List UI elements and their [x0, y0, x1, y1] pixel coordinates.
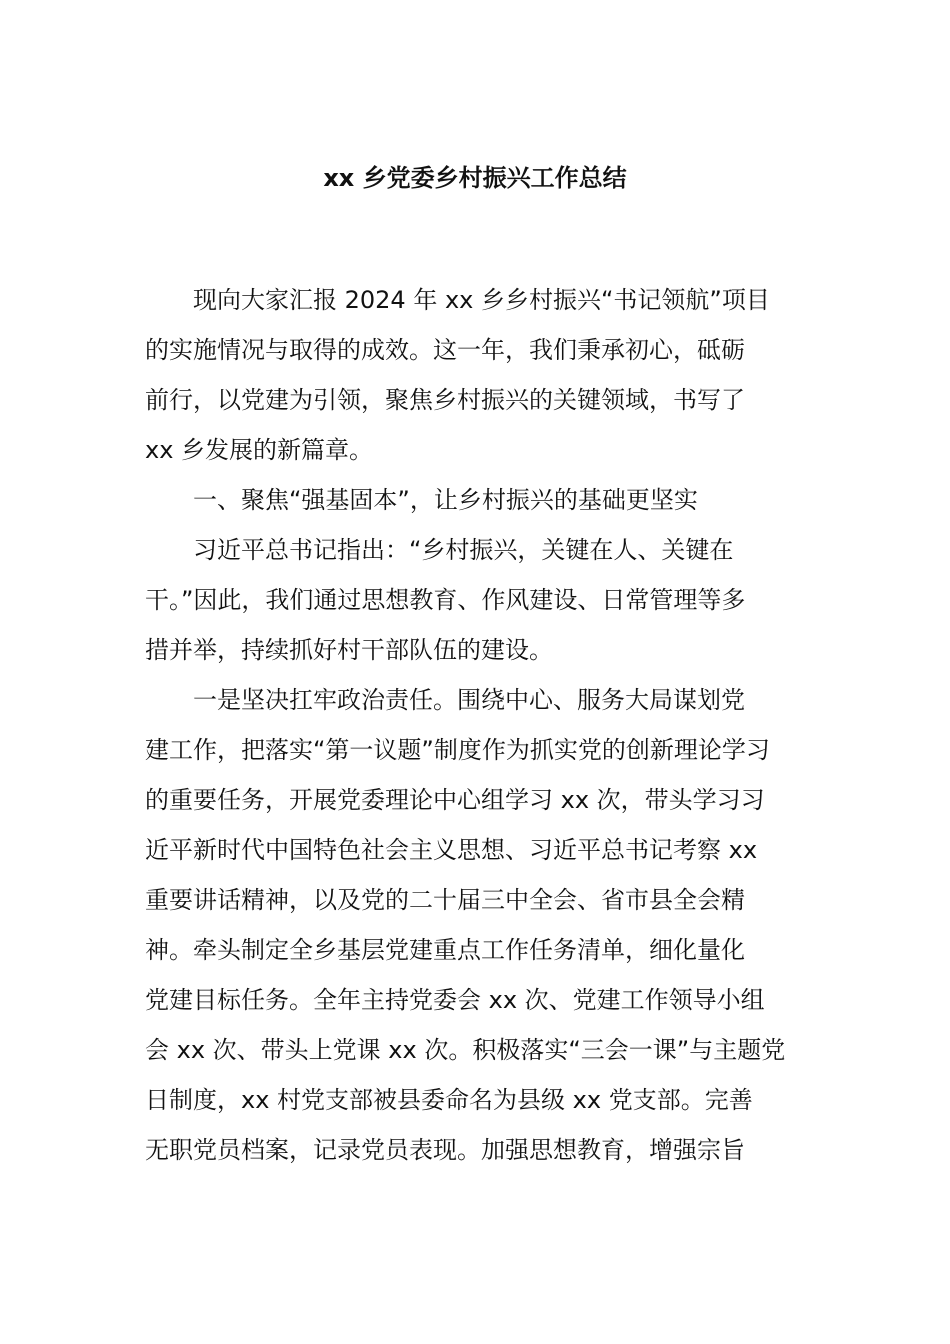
text-line-4: xx 乡发展的新篇章。	[145, 436, 374, 464]
text-line-8: 措并举，持续抓好村干部队伍的建设。	[145, 636, 553, 664]
section-heading-1: 一、聚焦“强基固本”，让乡村振兴的基础更坚实	[193, 486, 698, 514]
text-line-11: 的重要任务，开展党委理论中心组学习 xx 次，带头学习习	[145, 786, 765, 814]
text-line-14: 神。牵头制定全乡基层党建重点工作任务清单，细化量化	[145, 936, 745, 964]
text-line-15: 党建目标任务。全年主持党委会 xx 次、党建工作领导小组	[145, 986, 765, 1014]
document-title: xx 乡党委乡村振兴工作总结	[323, 164, 627, 192]
text-line-1: 现向大家汇报 2024 年 xx 乡乡村振兴“书记领航”项目	[193, 286, 770, 314]
text-line-16: 会 xx 次、带头上党课 xx 次。积极落实“三会一课”与主题党	[145, 1036, 786, 1064]
text-line-3: 前行，以党建为引领，聚焦乡村振兴的关键领域，书写了	[145, 386, 745, 414]
text-line-12: 近平新时代中国特色社会主义思想、习近平总书记考察 xx	[145, 836, 758, 864]
text-line-9: 一是坚决扛牢政治责任。围绕中心、服务大局谋划党	[193, 686, 745, 714]
text-line-10: 建工作，把落实“第一议题”制度作为抓实党的创新理论学习	[145, 736, 770, 764]
text-line-7: 干。”因此，我们通过思想教育、作风建设、日常管理等多	[145, 586, 746, 614]
text-line-17: 日制度，xx 村党支部被县委命名为县级 xx 党支部。完善	[145, 1086, 753, 1114]
text-line-2: 的实施情况与取得的成效。这一年，我们秉承初心，砥砺	[145, 336, 745, 364]
text-line-13: 重要讲话精神，以及党的二十届三中全会、省市县全会精	[145, 886, 745, 914]
text-line-18: 无职党员档案，记录党员表现。加强思想教育，增强宗旨	[145, 1136, 745, 1164]
text-line-6: 习近平总书记指出：“乡村振兴，关键在人、关键在	[193, 536, 734, 564]
